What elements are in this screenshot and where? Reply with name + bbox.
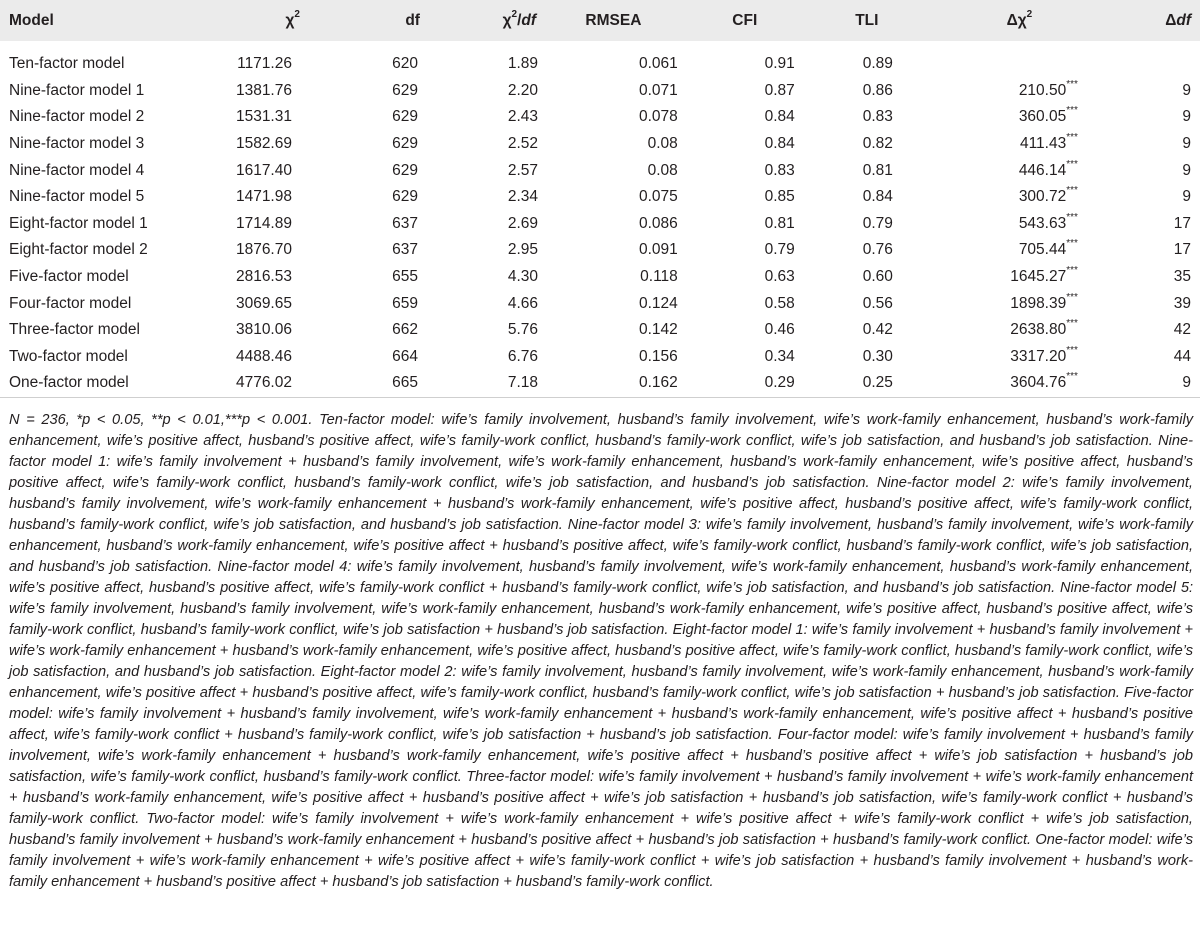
cell-df: 620 [392,55,418,73]
cell-delta-chi2: 3317.20*** [1010,344,1078,365]
significance-marker: *** [1066,78,1078,90]
cell-chi2: 4776.02 [235,374,292,392]
cell-rmsea: 0.142 [638,321,678,339]
cell-tli: 0.25 [862,374,893,392]
cell-df: 629 [392,108,418,126]
significance-marker: *** [1066,291,1078,303]
cell-rmsea: 0.118 [640,268,678,286]
cell-tli: 0.82 [862,135,893,153]
cell-chi2: 1876.70 [235,241,292,259]
cell-chi2-df: 2.69 [507,214,539,232]
cell-delta-chi2: 210.50*** [1018,78,1078,99]
significance-marker: *** [1066,185,1078,197]
cell-model: Nine-factor model 4 [9,161,145,179]
cell-chi2: 4488.46 [235,347,292,365]
cell-cfi: 0.63 [764,268,795,286]
cell-tli: 0.86 [862,81,893,99]
col-header-chi2-df: $\chi^2/df$ [420,0,542,41]
cell-chi2-df: 2.52 [507,135,539,153]
cell-model: Five-factor model [9,268,129,286]
cell-delta-df: 9 [1182,188,1191,206]
col-header-delta-chi2: $\Delta\chi^2$ [929,0,1110,41]
table-footnote: N = 236, *p < 0.05, **p < 0.01,***p < 0.001. Ten-factor model: wife’s family involvement, husband’s family involvement, wife’s work-family enhancement, husband’s work-family enhancement, wife’s positive affect, husband’s positive affect, wife’s family-work conflict, husband’s family-work conflict, wife’s job satisfaction, and husband’s job satisfaction. Nine-factor model 1: wife’s family involvement + husband’s family involvement, wife’s work-family enhancement, husband’s work-family enhancement, wife’s positive affect, husband’s positive affect, wife’s family-work conflict, husband’s family-work conflict, wife’s job satisfaction, and husband’s job satisfaction. Nine-factor model 2: wife’s family involvement, husband’s family involvement, wife’s work-family enhancement + husband’s work-family enhancement, wife’s positive affect, husband’s positive affect, wife’s family-work conflict, husband’s family-work conflict, wife’s job satisfaction, and husband’s job satisfaction. Nine-factor model 3: wife’s family involvement, husband’s family involvement, wife’s work-family enhancement, husband’s work-family enhancement, wife’s positive affect + husband’s positive affect, wife’s family-work conflict, husband’s family-work conflict, wife’s job satisfaction, and husband’s job satisfaction. Nine-factor model 4: wife’s family involvement, husband’s family involvement, wife’s work-family enhancement, husband’s work-family enhancement, wife’s positive affect, husband’s positive affect, wife’s family-work conflict + husband’s family-work conflict, wife’s job satisfaction, and husband’s job satisfaction. Nine-factor model 5: wife’s family involvement, husband’s family involvement, wife’s work-family enhancement, husband’s work-family enhancement, wife’s positive affect, husband’s positive affect, wife’s family-work conflict, husband’s family-work conflict, wife’s job satisfaction + husband’s job satisfaction. Eight-factor model 1: wife’s family involvement + husband’s family involvement + wife’s work-family enhancement + husband’s work-family enhancement, wife’s positive affect, husband’s positive affect, wife’s family-work conflict, husband’s family-work conflict, wife’s job satisfaction, and husband’s job satisfaction. Eight-factor model 2: wife’s family involvement, husband’s family involvement, wife’s work-family enhancement, husband’s work-family enhancement, wife’s positive affect + husband’s positive affect, wife’s family-work conflict, husband’s family-work conflict, wife’s job satisfaction + husband’s job satisfaction. Five-factor model: wife’s family involvement + husband’s family involvement, wife’s work-family enhancement + husband’s work-family enhancement, wife’s positive affect + husband’s positive affect, wife’s family-work conflict + husband’s family-work conflict, wife’s job satisfaction + husband’s job satisfaction. Four-factor model: wife’s family involvement + husband’s family involvement, wife’s work-family enhancement + husband’s work-family enhancement, wife’s positive affect + husband’s positive affect + wife’s job satisfaction + husband’s job satisfaction, wife’s family-work conflict, husband’s family-work conflict. Three-factor model: wife’s family involvement + husband’s family involvement + wife’s work-family enhancement + husband’s work-family enhancement, wife’s positive affect + husband’s positive affect + wife’s job satisfaction + husband’s job satisfaction, wife’s family-work conflict + husband’s family-work conflict. Two-factor model: wife’s family involvement + wife’s work-family enhancement + wife’s positive affect + wife’s family-work conflict + wife’s job satisfaction, husband’s family involvement + husband’s work-family enhancement + husband’s positive affect + husband’s job satisfaction + husband’s family-work conflict. One-factor model: wife’s family involvement + wife’s work-family enhancement + wife’s positive affect + wife’s family-work conflict + wife’s job satisfaction + husband’s family involvement + husband’s work-family enhancement + husband’s positive affect + husband’s job satisfaction + husband’s family-work conflict. [9,412,1193,890]
cell-model: Ten-factor model [9,55,125,73]
cell-tli: 0.79 [862,214,893,232]
cell-delta-chi2: 1645.27*** [1010,265,1078,286]
cell-df: 629 [392,161,418,179]
table-row [0,290,1200,317]
table-row [0,131,1200,158]
cell-df: 637 [392,214,418,232]
cell-cfi: 0.29 [764,374,795,392]
cell-model: Nine-factor model 5 [9,188,145,206]
cell-delta-chi2: 411.43*** [1019,132,1078,153]
cell-rmsea: 0.078 [638,108,678,126]
cell-df: 629 [392,81,418,99]
cell-tli: 0.56 [862,294,893,312]
cell-delta-chi2: 1898.39*** [1010,291,1078,312]
cell-delta-chi2: 446.14*** [1018,158,1078,179]
cell-cfi: 0.81 [764,214,795,232]
significance-marker: *** [1066,318,1078,330]
cell-chi2: 3810.06 [235,321,292,339]
cell-tli: 0.76 [862,241,893,259]
cell-rmsea: 0.08 [647,161,678,179]
cell-rmsea: 0.124 [638,294,678,312]
cell-model: Four-factor model [9,294,132,312]
cell-delta-df: 42 [1173,321,1191,339]
cell-delta-chi2: 360.05*** [1018,105,1078,126]
cell-rmsea: 0.091 [638,241,678,259]
cell-df: 629 [392,135,418,153]
cell-cfi: 0.84 [764,108,795,126]
cell-chi2: 1381.76 [235,81,292,99]
significance-marker: *** [1066,344,1078,356]
significance-marker: *** [1066,265,1078,277]
cell-chi2-df: 2.43 [507,108,539,126]
significance-marker: *** [1066,371,1078,383]
cell-cfi: 0.46 [764,321,795,339]
cell-tli: 0.30 [862,347,893,365]
cell-chi2-df: 2.20 [507,81,539,99]
col-header-rmsea: RMSEA [542,0,685,41]
cell-chi2-df: 1.89 [507,55,539,73]
cell-tli: 0.89 [862,55,893,73]
cell-chi2-df: 2.34 [507,188,539,206]
cell-df: 664 [392,347,418,365]
cell-df: 659 [392,294,418,312]
significance-marker: *** [1066,105,1078,117]
cell-delta-chi2: 543.63*** [1018,211,1078,232]
table-row [0,157,1200,184]
cell-model: Eight-factor model 2 [9,241,148,259]
cell-delta-df: 35 [1173,268,1191,286]
cell-rmsea: 0.156 [638,347,678,365]
cell-model: Nine-factor model 1 [9,81,145,99]
cell-model: Eight-factor model 1 [9,214,148,232]
table-row [0,104,1200,131]
table-row [0,317,1200,344]
col-header-df: df [300,0,420,41]
cell-chi2-df: 2.95 [507,241,539,259]
model-comparison-table [0,0,1200,398]
cell-cfi: 0.83 [764,161,795,179]
cell-tli: 0.84 [862,188,893,206]
table-row [0,211,1200,238]
cell-df: 665 [392,374,418,392]
cell-model: Three-factor model [9,321,140,339]
table-row [0,370,1200,397]
cell-delta-df: 17 [1173,214,1191,232]
cell-tli: 0.42 [862,321,893,339]
cell-delta-chi2: 300.72*** [1018,185,1078,206]
col-header-model: Model [0,0,197,41]
significance-marker: *** [1066,158,1078,170]
col-header-cfi: CFI [685,0,805,41]
cell-chi2-df: 7.18 [507,374,539,392]
cell-chi2: 1471.98 [235,188,292,206]
cell-cfi: 0.79 [764,241,795,259]
cell-cfi: 0.85 [764,188,795,206]
cell-rmsea: 0.08 [647,135,678,153]
cell-chi2-df: 2.57 [507,161,539,179]
table-row [0,78,1200,105]
cell-chi2: 3069.65 [235,294,292,312]
cell-tli: 0.83 [862,108,893,126]
cell-rmsea: 0.162 [638,374,678,392]
cell-delta-chi2: 2638.80*** [1010,318,1078,339]
cell-model: Nine-factor model 3 [9,135,145,153]
table-row [0,184,1200,211]
cell-delta-chi2 [929,41,1110,78]
cell-delta-chi2: 3604.76*** [1010,371,1078,392]
cell-df: 629 [392,188,418,206]
cell-delta-chi2: 705.44*** [1018,238,1078,259]
cell-cfi: 0.34 [764,347,795,365]
cell-chi2: 1171.26 [237,55,292,73]
cell-chi2: 1714.89 [235,214,292,232]
col-header-chi2: $\chi^2$ [197,0,300,41]
cell-cfi: 0.58 [764,294,795,312]
cell-chi2: 2816.53 [235,268,292,286]
col-header-delta-df: Δdf [1110,0,1200,41]
significance-marker: *** [1066,238,1078,250]
cell-delta-df [1110,41,1200,78]
cell-cfi: 0.91 [764,55,795,73]
significance-marker: *** [1066,132,1078,144]
cell-rmsea: 0.071 [638,81,678,99]
cell-chi2: 1582.69 [235,135,292,153]
cell-delta-df: 9 [1182,374,1191,392]
cell-delta-df: 9 [1182,108,1191,126]
header-row [0,0,1200,41]
table-row [0,344,1200,371]
cell-df: 662 [392,321,418,339]
cell-model: One-factor model [9,374,129,392]
cell-cfi: 0.84 [764,135,795,153]
cell-delta-df: 9 [1182,161,1191,179]
cell-cfi: 0.87 [764,81,795,99]
cell-model: Two-factor model [9,347,128,365]
cell-df: 637 [392,241,418,259]
cell-chi2-df: 5.76 [507,321,539,339]
cell-chi2-df: 4.66 [507,294,539,312]
cell-chi2-df: 6.76 [507,347,539,365]
table-row [0,237,1200,264]
table-row [0,41,1200,78]
cell-delta-df: 9 [1182,135,1191,153]
cell-delta-df: 39 [1173,294,1191,312]
cell-rmsea: 0.061 [638,55,678,73]
cell-model: Nine-factor model 2 [9,108,145,126]
cell-chi2-df: 4.30 [507,268,539,286]
cell-chi2: 1531.31 [235,108,292,126]
col-header-tli: TLI [805,0,929,41]
significance-marker: *** [1066,211,1078,223]
cell-delta-df: 44 [1173,347,1191,365]
cell-rmsea: 0.075 [638,188,678,206]
cell-chi2: 1617.40 [235,161,292,179]
cell-df: 655 [392,268,418,286]
cell-rmsea: 0.086 [638,214,678,232]
cell-tli: 0.60 [862,268,893,286]
cell-delta-df: 17 [1173,241,1191,259]
cell-delta-df: 9 [1182,81,1191,99]
cell-tli: 0.81 [862,161,893,179]
table-row [0,264,1200,291]
